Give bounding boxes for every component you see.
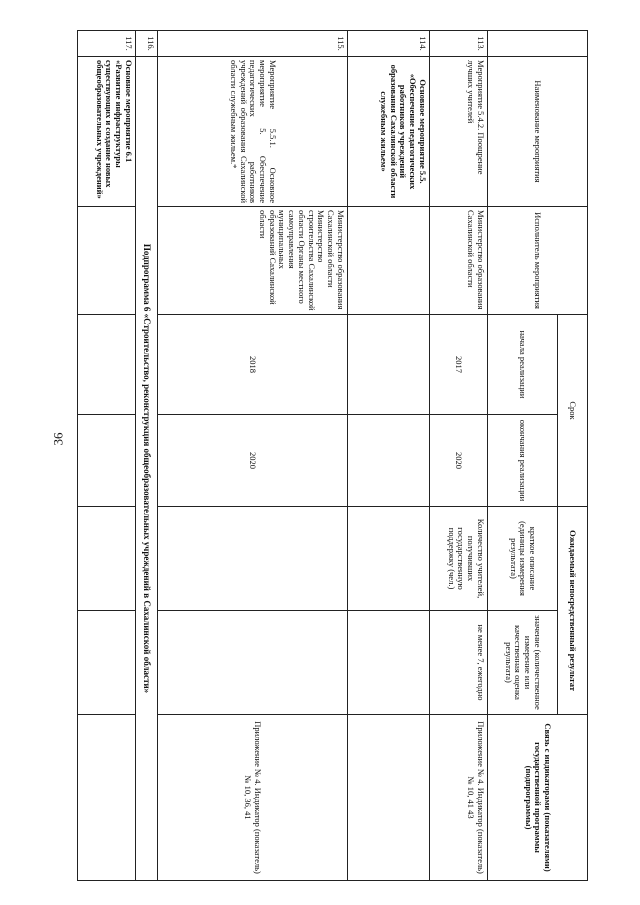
header-term-start: начала реализации (488, 315, 558, 415)
table-row (78, 31, 136, 881)
header-term-end: окончания реализации (488, 415, 558, 507)
row-executor: Министерство образования Сахалинской области (430, 207, 488, 315)
header-link: Связь с индикаторами (показателями) государственной программы (подпрограммы) (488, 715, 588, 881)
row-result-short: Количество учителей, получивших государственную поддержку (чел.) (430, 507, 488, 611)
header-result-value: значение (количественное измерение или качественная оценка результата) (488, 611, 558, 715)
row-number: 113. (430, 31, 488, 57)
row-executor: Министерство образования Сахалинской области Министерство строительства Сахалинской области Органы местного самоуправления муниципальных образований Сахалинской области (158, 207, 348, 315)
row-name: Основное мероприятие 6.1 «Развитие инфраструктуры существующих и создание новых общеобразовательных учреждений» (78, 57, 136, 207)
row-number: 117. (78, 31, 136, 57)
row-result-value (158, 611, 348, 715)
program-measures-table (77, 30, 588, 881)
row-start: 2018 (158, 315, 348, 415)
row-name: Мероприятие 5.5.1. Основное мероприятие 5. Обеспечение педагогических работников учреждений образования Сахалинской области служебным жильем.* (158, 57, 348, 207)
row-result-value (78, 611, 136, 715)
subprogram-title: Подпрограмма 6 «Строительство, реконструкция общеобразовательных учреждений в Сахалинской области» (136, 57, 158, 881)
table-row (430, 31, 488, 881)
row-link: Приложение № 4. Индикатор (показатель) № 10, 36, 41 (158, 715, 348, 881)
rotated-page-content (78, 30, 588, 880)
row-start: 2017 (430, 315, 488, 415)
row-number: 115. (158, 31, 348, 57)
row-number: 114. (348, 31, 430, 57)
row-result-short (158, 507, 348, 611)
subprogram-row (136, 31, 158, 881)
header-result: Ожидаемый непосредственный результат (558, 507, 588, 715)
header-name: Наименование мероприятия (488, 57, 588, 207)
header-number-cell (488, 31, 588, 57)
row-name: Основное мероприятие 5.5. «Обеспечение педагогических работников учреждений образования Сахалинской области служебным жильем» (348, 57, 430, 207)
row-start (78, 315, 136, 415)
table-row (348, 31, 430, 881)
row-number: 116. (136, 31, 158, 57)
table-row (158, 31, 348, 881)
row-end (348, 415, 430, 507)
page-number: 36 (50, 432, 66, 446)
row-start (348, 315, 430, 415)
row-link: Приложение № 4. Индикатор (показатель) № 10, 41 43 (430, 715, 488, 881)
header-executor: Исполнитель мероприятия (488, 207, 588, 315)
row-result-short (348, 507, 430, 611)
row-executor (348, 207, 430, 315)
row-result-value: не менее 7, ежегодно (430, 611, 488, 715)
row-end: 2020 (158, 415, 348, 507)
header-result-short: краткое описание (единицы измерения результата) (488, 507, 558, 611)
row-end: 2020 (430, 415, 488, 507)
row-link (348, 715, 430, 881)
row-name: Мероприятие 5.4.2. Поощрение лучших учителей (430, 57, 488, 207)
row-result-value (348, 611, 430, 715)
header-term: Срок (558, 315, 588, 507)
row-end (78, 415, 136, 507)
row-result-short (78, 507, 136, 611)
row-link (78, 715, 136, 881)
row-executor (78, 207, 136, 315)
